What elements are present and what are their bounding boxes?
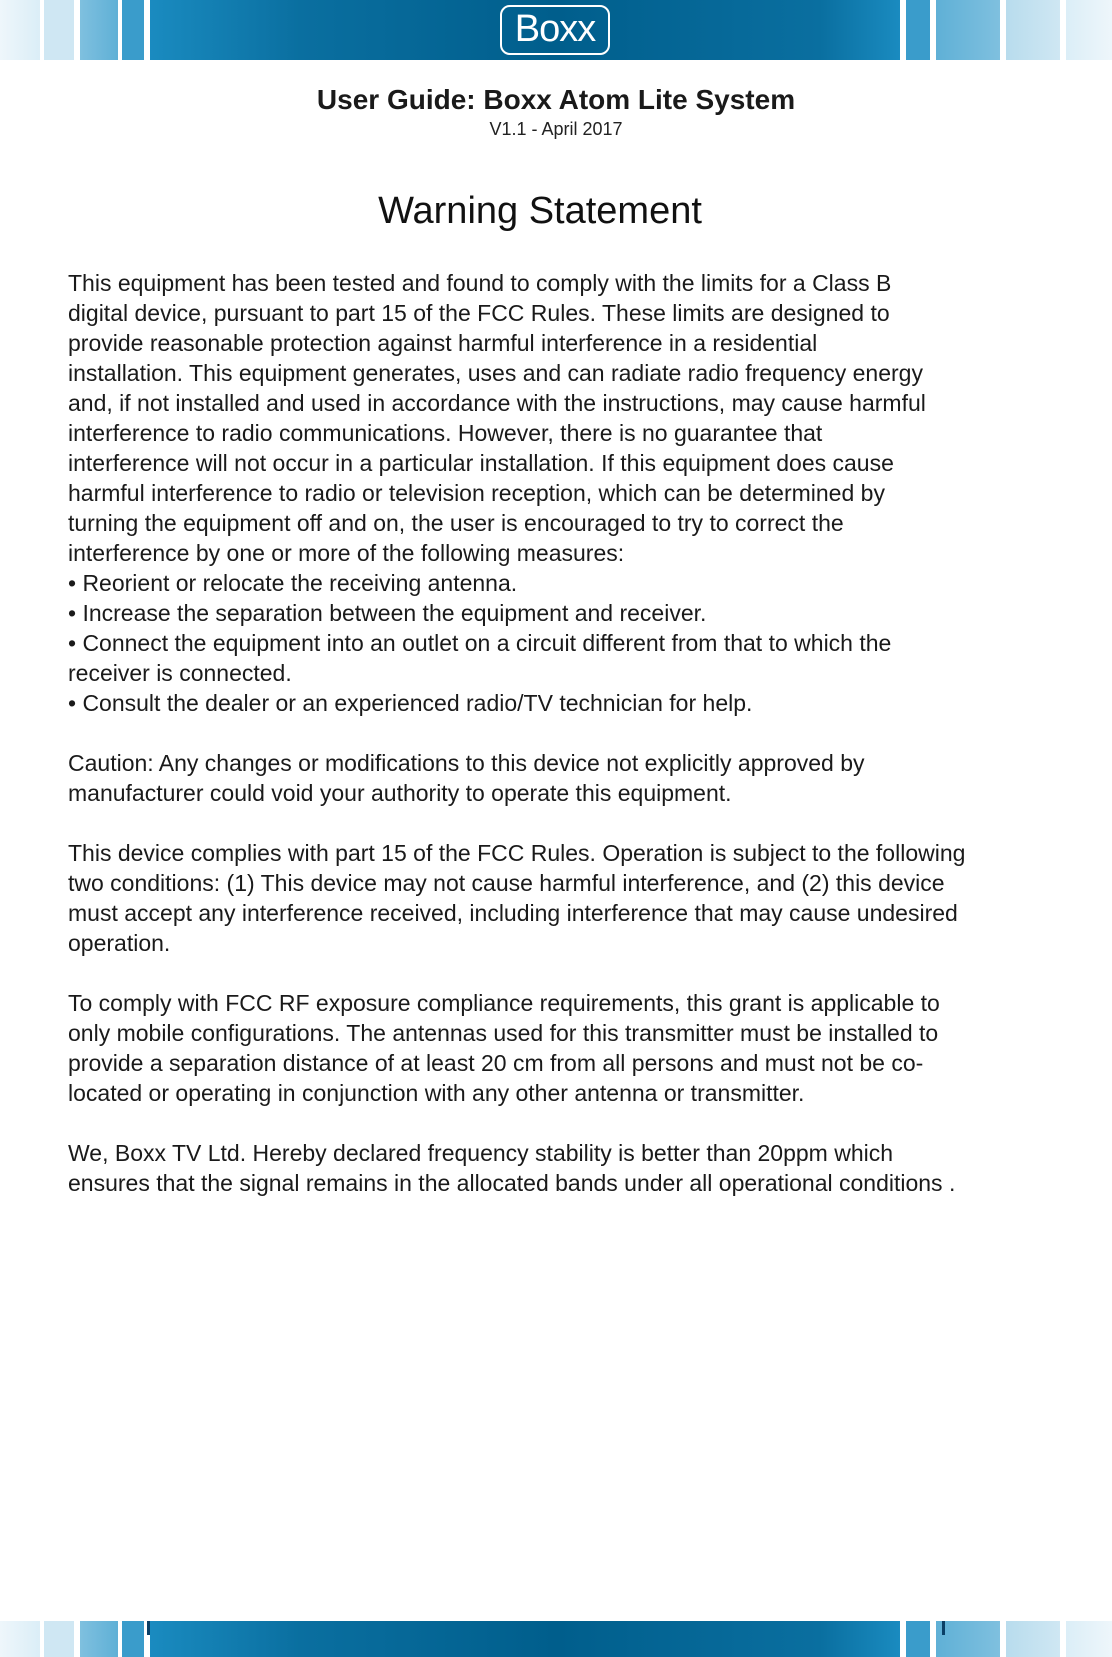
text-line: interference will not occur in a particular installation. If this equipment does cause bbox=[68, 450, 894, 476]
text-line: two conditions: (1) This device may not cause harmful interference, and (2) this device bbox=[68, 870, 945, 896]
text-line: turning the equipment off and on, the user is encouraged to try to correct the bbox=[68, 510, 844, 536]
bullet-item: • Increase the separation between the equipment and receiver. bbox=[68, 600, 707, 626]
document-version: V1.1 - April 2017 bbox=[489, 119, 623, 139]
paragraph-caution bbox=[68, 748, 1068, 808]
text-line: and, if not installed and used in accordance with the instructions, may cause harmful bbox=[68, 390, 926, 416]
text-line: must accept any interference received, including interference that may cause undesired bbox=[68, 900, 958, 926]
text-line: provide a separation distance of at least 20 cm from all persons and must not be co- bbox=[68, 1050, 924, 1076]
text-line: interference by one or more of the following measures: bbox=[68, 540, 625, 566]
text-line: harmful interference to radio or television reception, which can be determined by bbox=[68, 480, 885, 506]
footer-banner bbox=[0, 1621, 1112, 1657]
text-line: This device complies with part 15 of the FCC Rules. Operation is subject to the following bbox=[68, 840, 966, 866]
bullet-item: • Connect the equipment into an outlet on a circuit different from that to which the bbox=[68, 630, 892, 656]
footer-tick bbox=[147, 1621, 150, 1635]
text-line: digital device, pursuant to part 15 of the FCC Rules. These limits are designed to bbox=[68, 300, 890, 326]
paragraph-rf-exposure bbox=[68, 988, 1068, 1108]
header-banner bbox=[0, 0, 1112, 60]
text-line: To comply with FCC RF exposure compliance requirements, this grant is applicable to bbox=[68, 990, 940, 1016]
text-line: We, Boxx TV Ltd. Hereby declared frequency stability is better than 20ppm which bbox=[68, 1140, 894, 1166]
paragraph-fcc-class-b bbox=[68, 268, 1068, 718]
paragraph-part15-conditions bbox=[68, 838, 1068, 958]
boxx-logo: Boxx bbox=[500, 5, 610, 55]
text-line: provide reasonable protection against harmful interference in a residential bbox=[68, 330, 818, 356]
text-line: manufacturer could void your authority to operate this equipment. bbox=[68, 780, 732, 806]
text-line: Caution: Any changes or modifications to this device not explicitly approved by bbox=[68, 750, 865, 776]
text-line: receiver is connected. bbox=[68, 660, 292, 686]
document-title: User Guide: Boxx Atom Lite System bbox=[316, 84, 796, 115]
footer-tick bbox=[942, 1621, 945, 1635]
text-line: installation. This equipment generates, uses and can radiate radio frequency energy bbox=[68, 360, 923, 386]
section-heading: Warning Statement bbox=[378, 190, 702, 232]
warning-body bbox=[68, 268, 1068, 1228]
text-line: ensures that the signal remains in the allocated bands under all operational conditions . bbox=[68, 1170, 956, 1196]
text-line: operation. bbox=[68, 930, 171, 956]
banner-stripe bbox=[40, 0, 44, 60]
paragraph-frequency-stability bbox=[68, 1138, 1068, 1198]
text-line: only mobile configurations. The antennas used for this transmitter must be installed to bbox=[68, 1020, 939, 1046]
bullet-item: • Consult the dealer or an experienced radio/TV technician for help. bbox=[68, 690, 753, 716]
text-line: This equipment has been tested and found to comply with the limits for a Class B bbox=[68, 270, 892, 296]
text-line: located or operating in conjunction with any other antenna or transmitter. bbox=[68, 1080, 805, 1106]
text-line: interference to radio communications. However, there is no guarantee that bbox=[68, 420, 823, 446]
bullet-item: • Reorient or relocate the receiving antenna. bbox=[68, 570, 518, 596]
